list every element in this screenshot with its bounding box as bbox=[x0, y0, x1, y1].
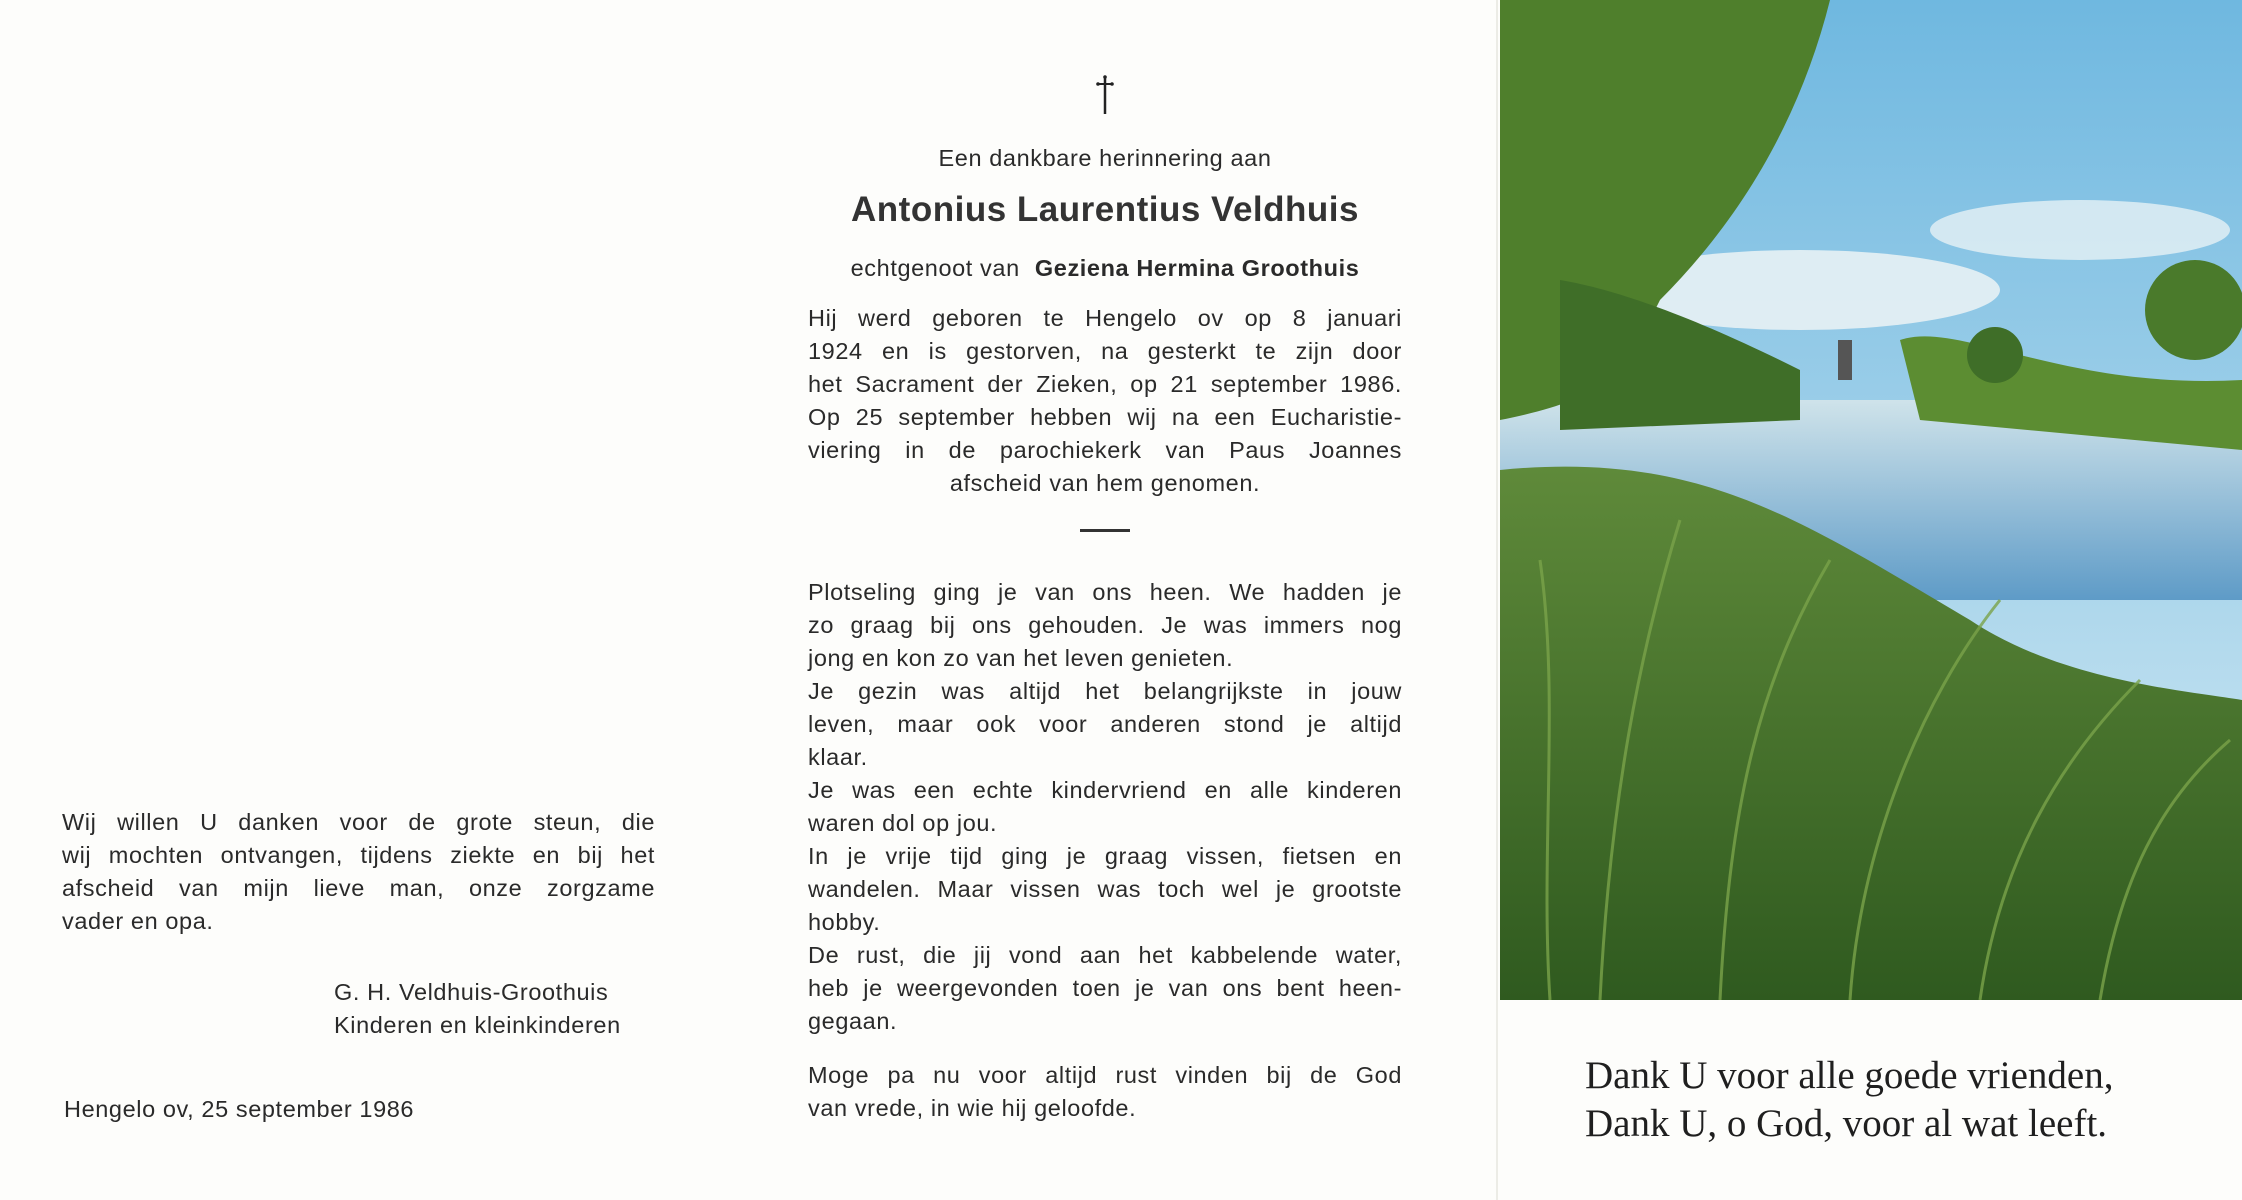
caption-line: Dank U, o God, voor al wat leeft. bbox=[1585, 1102, 2108, 1145]
bio-line: het Sacrament der Zieken, op 21 september 1986. bbox=[808, 371, 1402, 397]
spouse-line bbox=[808, 252, 1402, 285]
poem-line: waren dol op jou. bbox=[808, 810, 998, 836]
biography bbox=[808, 302, 1402, 500]
bio-line: Hij werd geboren te Hengelo ov op 8 januari bbox=[808, 305, 1402, 331]
caption-line: Dank U voor alle goede vrienden, bbox=[1585, 1054, 2114, 1097]
verse-caption bbox=[1585, 1052, 2113, 1148]
thanks-line: Wij willen U danken voor de grote steun, die bbox=[62, 809, 655, 835]
poem-line: Plotseling ging je van ons heen. We hadden je bbox=[808, 579, 1402, 605]
poem bbox=[808, 576, 1402, 1038]
poem-line: zo graag bij ons gehouden. Je was immers nog bbox=[808, 612, 1402, 638]
cross-icon bbox=[1095, 74, 1115, 116]
closing-line: van vrede, in wie hij geloofde. bbox=[808, 1095, 1137, 1121]
poem-line: De rust, die jij vond aan het kabbelende water, bbox=[808, 942, 1402, 968]
thanks-panel bbox=[62, 806, 655, 1122]
intro-text: Een dankbare herinnering aan bbox=[938, 145, 1272, 171]
card-fold-line bbox=[1496, 0, 1498, 1200]
bio-line: viering in de parochiekerk van Paus Joannes bbox=[808, 437, 1402, 463]
poem-line: klaar. bbox=[808, 744, 868, 770]
poem-line: Je was een echte kindervriend en alle kinderen bbox=[808, 777, 1402, 803]
spouse-prefix: echtgenoot van bbox=[850, 255, 1020, 281]
poem-line: In je vrije tijd ging je graag vissen, fietsen en bbox=[808, 843, 1402, 869]
deceased-name: Antonius Laurentius Veldhuis bbox=[851, 190, 1359, 229]
thanks-line: wij mochten ontvangen, tijdens ziekte en bij het bbox=[62, 842, 655, 868]
signature-line: G. H. Veldhuis-Groothuis bbox=[334, 979, 609, 1005]
poem-line: leven, maar ook voor anderen stond je altijd bbox=[808, 711, 1402, 737]
landscape-photo bbox=[1500, 0, 2242, 1000]
signature bbox=[334, 976, 621, 1042]
signature-line: Kinderen en kleinkinderen bbox=[334, 1012, 621, 1038]
poem-line: Je gezin was altijd het belangrijkste in jouw bbox=[808, 678, 1402, 704]
bio-line: 1924 en is gestorven, na gesterkt te zijn door bbox=[808, 338, 1402, 364]
poem-line: jong en kon zo van het leven genieten. bbox=[808, 645, 1234, 671]
place-date: Hengelo ov, 25 september 1986 bbox=[64, 1096, 415, 1122]
thanks-text bbox=[62, 806, 655, 938]
bio-line: Op 25 september hebben wij na een Eucharistie- bbox=[808, 404, 1402, 430]
bio-line: afscheid van hem genomen. bbox=[949, 470, 1261, 496]
thanks-line: vader en opa. bbox=[62, 908, 214, 934]
closing-text bbox=[808, 1059, 1402, 1125]
poem-line: gegaan. bbox=[808, 1008, 898, 1034]
poem-line: wandelen. Maar vissen was toch wel je grootste bbox=[808, 876, 1402, 902]
thanks-line: afscheid van mijn lieve man, onze zorgzame bbox=[62, 875, 655, 901]
spouse-name: Geziena Hermina Groothuis bbox=[1034, 255, 1360, 281]
divider bbox=[1080, 529, 1130, 532]
poem-line: heb je weergevonden toen je van ons bent heen- bbox=[808, 975, 1402, 1001]
poem-line: hobby. bbox=[808, 909, 881, 935]
closing-line: Moge pa nu voor altijd rust vinden bij de God bbox=[808, 1062, 1402, 1088]
